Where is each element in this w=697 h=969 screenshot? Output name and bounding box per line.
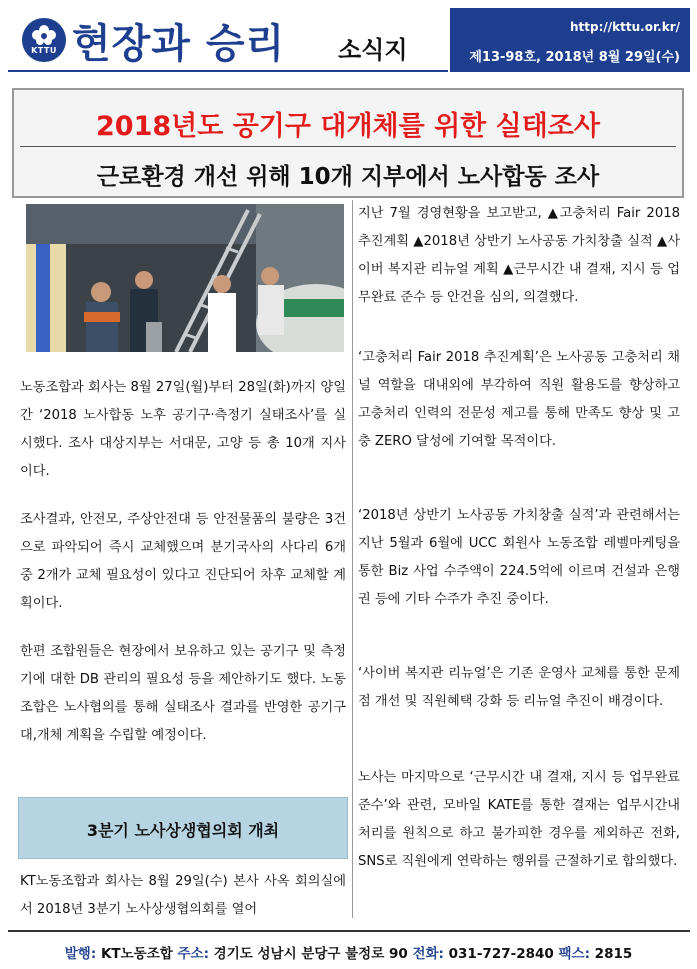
masthead-subtitle: 소식지 [338,36,408,64]
masthead-title: 현장과 승리 [72,20,286,67]
phone: 031-727-2840 [448,946,554,962]
publisher: KT노동조합 [100,946,173,962]
site-url[interactable]: http://kttu.or.kr/ [569,20,680,34]
section-title: 3분기 노사상생협의회 개최 [86,821,280,840]
right-paragraph-5: 노사는 마지막으로 ‘근무시간 내 결재, 지시 등 업무완료 준수’와 관련, 모바일 KATE를 통한 결재는 업무시간내 처리를 원칙으로 하고 불가피한 경우를 제외하곤 전화, SNS로 직원에게 연락하는 행위를 근절하기로 합의했다. [358,770,680,869]
kttu-logo [22,18,66,62]
logo-label: KTTU [31,46,57,55]
publisher-label: 발행: [64,946,97,962]
footer [0,942,697,962]
title-divider [20,146,676,147]
inspection-photo-image [26,204,344,352]
footer-rule [8,930,690,932]
left-paragraph-3: 한편 조합원들은 현장에서 보유하고 있는 공기구 및 측정기에 대한 DB 관리의 필요성 등을 제안하기도 했다. 노동조합은 노사협의를 통해 실태조사 결과를 반영한 공기구 대,개체 계획을 수립할 예정이다. [20,644,346,743]
address: 경기도 성남시 분당구 불정로 90 [213,946,408,962]
left-paragraph-2: 조사결과, 안전모, 주상안전대 등 안전물품의 불량은 3건으로 파악되어 즉시 교체했으며 분기국사의 사다리 6개 중 2개가 교체 필요성이 있다고 진단되어 차후 교체할 계획이다. [20,512,346,611]
address-label: 주소: [177,946,209,962]
flower-icon [29,24,59,46]
issue-info-box [450,8,690,72]
left-paragraph-4: KT노동조합과 회사는 8월 29일(수) 본사 사옥 회의실에서 2018년 3분기 노사상생협의회를 열어 [20,874,346,917]
masthead-area [8,8,448,72]
right-paragraph-4: ‘사이버 복지관 리뉴얼’은 기존 운영사 교체를 통한 문제점 개선 및 직원혜택 강화 등 리뉴얼 추진이 배경이다. [358,666,680,709]
phone-label: 전화: [412,946,444,962]
fax: 2815 [594,946,633,962]
section-heading-box [18,797,348,859]
article-photo [26,204,344,352]
column-divider [352,200,353,918]
right-paragraph-1: 지난 7월 경영현황을 보고받고, ▲고충처리 Fair 2018 추진계획 ▲2018년 상반기 노사공동 가치창출 실적 ▲사이버 복지관 리뉴얼 계획 ▲근무시간 내 결재, 지시 등 업무완료 준수 등 안건을 심의, 의결했다. [358,206,680,305]
newsletter-header [8,8,690,72]
right-paragraph-2: ‘고충처리 Fair 2018 추진계획’은 노사공동 고충처리 채널 역할을 대내외에 부각하여 직원 활용도를 향상하고 고충처리 인력의 전문성 제고를 통해 만족도 향상 및 고충 ZERO 달성에 기여할 목적이다. [358,350,680,449]
fax-label: 팩스: [558,946,590,962]
subheadline: 근로환경 개선 위해 10개 지부에서 노사합동 조사 [96,164,600,190]
title-box [12,88,684,198]
headline: 2018년도 공기구 대개체를 위한 실태조사 [96,111,600,142]
left-paragraph-1: 노동조합과 회사는 8월 27일(월)부터 28일(화)까지 양일간 ‘2018 노사합동 노후 공기구·측정기 실태조사’를 실시했다. 조사 대상지부는 서대문, 고양 등 총 10개 지사이다. [20,380,346,479]
right-paragraph-3: ‘2018년 상반기 노사공동 가치창출 실적’과 관련해서는 지난 5월과 6월에 UCC 회원사 노동조합 레벨마케팅을 통한 Biz 사업 수주액이 224.5억에 이르며 건설과 은행권 등에 기타 수주가 추진 중이다. [358,508,680,607]
issue-number: 제13-98호, 2018년 8월 29일(수) [469,50,680,65]
